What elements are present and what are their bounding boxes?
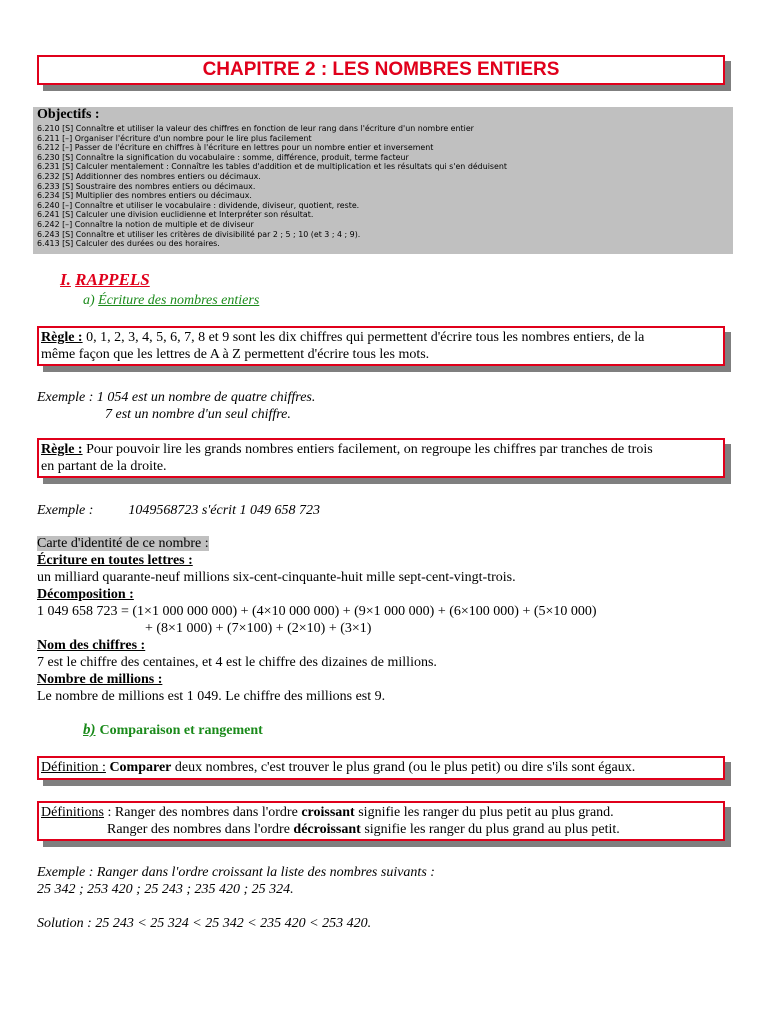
example-ordering: [37, 864, 435, 932]
millions-heading: Nombre de millions :: [37, 672, 163, 687]
subsection-b-letter: b): [83, 722, 96, 738]
rule-text: Pour pouvoir lire les grands nombres entiers facilement, on regroupe les chiffres par tranches de trois: [82, 442, 653, 457]
rule-box-grouping: [37, 438, 725, 478]
objective-item: 6.231 [S] Calculer mentalement : Connaître les tables d'addition et de multiplication et les résultats qui s'en déduisent: [37, 162, 507, 172]
definition-text: Ranger des nombres dans l'ordre: [107, 822, 294, 837]
digit-names-text: 7 est le chiffre des centaines, et 4 est le chiffre des dizaines de millions.: [37, 655, 437, 670]
definition-box-compare: [37, 756, 725, 780]
objective-item: 6.234 [S] Multiplier des nombres entiers ou décimaux.: [37, 191, 252, 201]
number-id-card: [37, 535, 737, 705]
objectives-heading: Objectifs :: [37, 107, 100, 122]
example-grouping: [37, 502, 320, 519]
rule-text: en partant de la droite.: [41, 459, 167, 474]
definition-keyword: croissant: [301, 805, 355, 820]
objective-item: 6.242 [–] Connaître la notion de multiple et de diviseur: [37, 219, 254, 229]
letters-text: un milliard quarante-neuf millions six-cent-cinquante-huit mille sept-cent-vingt-trois.: [37, 570, 516, 585]
subsection-b-heading: [83, 721, 263, 739]
objective-item: 6.210 [S] Connaître et utiliser la valeur des chiffres en fonction de leur rang dans l'écriture d'un nombre entier: [37, 124, 474, 133]
objective-item: 6.212 [–] Passer de l'écriture en chiffres à l'écriture en lettres pour un nombre entier et inversement: [37, 143, 434, 153]
example-digits-count: [37, 389, 315, 423]
section-number: I.: [60, 270, 71, 289]
definition-box-ordering: [37, 801, 725, 841]
millions-text: Le nombre de millions est 1 049. Le chiffre des millions est 9.: [37, 689, 386, 704]
letters-heading: Écriture en toutes lettres :: [37, 553, 193, 568]
objective-item: 6.413 [S] Calculer des durées ou des horaires.: [37, 239, 220, 249]
rule-text: 0, 1, 2, 3, 4, 5, 6, 7, 8 et 9 sont les dix chiffres qui permettent d'écrire tous les nombres entiers, de la: [82, 330, 645, 345]
definition-text: signifie les ranger du plus grand au plus petit.: [360, 822, 620, 837]
rule-text: même façon que les lettres de A à Z permettent d'écrire tous les mots.: [41, 347, 430, 362]
example-line: Exemple : Ranger dans l'ordre croissant la liste des nombres suivants :: [37, 865, 435, 880]
definition-keyword: décroissant: [293, 822, 361, 837]
definition-text: signifie les ranger du plus petit au plus grand.: [354, 805, 614, 820]
objective-item: 6.240 [–] Connaître et utiliser le vocabulaire : dividende, diviseur, quotient, reste.: [37, 200, 360, 210]
decomposition-line: 1 049 658 723 = (1×1 000 000 000) + (4×10 000 000) + (9×1 000 000) + (6×100 000) + (5×10 000): [37, 604, 597, 619]
example-label: Exemple :: [37, 503, 94, 518]
rule-label: Règle :: [41, 330, 83, 345]
objective-item: 6.230 [S] Connaître la signification du vocabulaire : somme, différence, produit, terme facteur: [37, 152, 409, 162]
objective-item: 6.211 [–] Organiser l'écriture d'un nombre pour le lire plus facilement: [37, 133, 312, 143]
example-line: 7 est un nombre d'un seul chiffre.: [105, 407, 291, 422]
solution-line: Solution : 25 243 < 25 324 < 25 342 < 235 420 < 253 420.: [37, 916, 372, 931]
decomposition-heading: Décomposition :: [37, 587, 134, 602]
rule-box-digits: [37, 326, 725, 366]
rule-label: Règle :: [41, 442, 83, 457]
subsection-a-title: Écriture des nombres entiers: [98, 293, 260, 308]
objectives-list: [37, 124, 507, 249]
example-line: Exemple : 1 054 est un nombre de quatre chiffres.: [37, 390, 316, 405]
definition-text: : Ranger des nombres dans l'ordre: [104, 805, 302, 820]
chapter-title-box: [37, 55, 725, 85]
objectives-panel: [33, 107, 733, 254]
objective-item: 6.233 [S] Soustraire des nombres entiers ou décimaux.: [37, 181, 256, 191]
definition-label: Définitions: [41, 805, 104, 820]
section-title: RAPPELS: [75, 270, 150, 289]
subsection-a-letter: a): [83, 293, 95, 308]
objective-item: 6.243 [S] Connaître et utiliser les critères de divisibilité par 2 ; 5 ; 10 (et 3 ; 4 ; 9).: [37, 229, 361, 239]
objective-item: 6.241 [S] Calculer une division euclidienne et Interpréter son résultat.: [37, 210, 314, 220]
digit-names-heading: Nom des chiffres :: [37, 638, 146, 653]
definition-text: deux nombres, c'est trouver le plus grand (ou le plus petit) ou dire s'ils sont égaux.: [171, 760, 636, 775]
definition-label: Définition :: [41, 760, 106, 775]
chapter-title: CHAPITRE 2 : LES NOMBRES ENTIERS: [202, 59, 560, 80]
example-line: 25 342 ; 253 420 ; 25 243 ; 235 420 ; 25 324.: [37, 882, 294, 897]
subsection-b-title: Comparaison et rangement: [99, 723, 263, 738]
objective-item: 6.232 [S] Additionner des nombres entiers ou décimaux.: [37, 171, 261, 181]
subsection-a-heading: [83, 293, 259, 309]
definition-keyword: Comparer: [109, 760, 172, 775]
section-heading: [60, 270, 150, 290]
id-card-title: Carte d'identité de ce nombre :: [37, 536, 209, 551]
example-text: 1049568723 s'écrit 1 049 658 723: [128, 503, 320, 518]
decomposition-line: + (8×1 000) + (7×100) + (2×10) + (3×1): [145, 621, 372, 636]
